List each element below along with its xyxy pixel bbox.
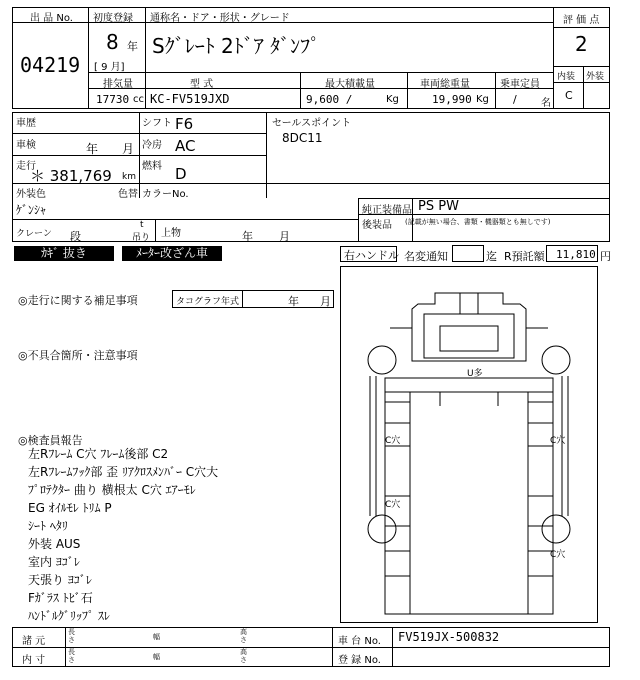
mileage-label: 走行: [16, 161, 36, 172]
max-load-label: 最大積載量: [325, 79, 375, 90]
aftermarket-label: 後装品: [362, 220, 392, 231]
report-line: EG ｵｲﾙﾓﾚ ﾄﾘﾑ P: [28, 501, 112, 515]
ac-label: 冷房: [142, 140, 162, 151]
gross-weight-unit: Kg: [476, 94, 489, 105]
report-line: 左Rﾌﾚｰﾑﾌｯｸ部 歪 ﾘｱｸﾛｽﾒﾝﾊﾞｰ C穴大: [28, 465, 219, 479]
grade-label: 評 価 点: [563, 15, 600, 26]
interior-label: 内装: [557, 72, 576, 82]
driving-note-label: ◎走行に関する補足事項: [18, 294, 138, 307]
inspection-label: 車検: [16, 140, 36, 151]
rear-right-wheel: [542, 515, 570, 543]
inspection-year: 年: [86, 142, 99, 156]
name-change-label: 名変通知: [404, 250, 448, 263]
report-line: 天張り ﾖｺﾞﾚ: [28, 573, 92, 587]
cab-window: [440, 326, 498, 351]
tachograph-month: 月: [320, 295, 331, 308]
tachograph-label: タコグラフ年式: [176, 297, 240, 307]
tax-label: 迄: [486, 250, 497, 263]
front-left-wheel: [368, 346, 396, 374]
max-load-value: 9,600 /: [306, 93, 353, 106]
meter-tampered-flag: ﾒｰﾀｰ改ざん車: [122, 246, 222, 261]
shift-label: シフト: [142, 118, 172, 129]
interior-dim-label: 内 寸: [22, 655, 46, 666]
aftermarket-note: (記載が無い場合、書類・機器類とも無しです): [405, 218, 551, 226]
rear-left-wheel: [368, 515, 396, 543]
width-label: 幅: [153, 633, 160, 641]
car-name-label: 通称名・ドア・形状・グレード: [150, 13, 290, 24]
capacity-label: 乗車定員: [500, 79, 540, 90]
report-list: [28, 445, 218, 625]
defect-label: ◎不具合箇所・注意事項: [18, 349, 138, 362]
report-line: 左Rﾌﾚｰﾑ C穴 ﾌﾚｰﾑ後部 C2: [28, 447, 169, 461]
interior-grade: C: [565, 89, 573, 102]
equipment-label: 純正装備品: [362, 205, 412, 216]
height-label-2: 高さ: [240, 648, 247, 664]
report-line: ﾌﾟﾛﾃｸﾀｰ 曲り 横根太 C穴 ｴｱｰﾓﾚ: [28, 483, 196, 497]
crane-stage: 段: [70, 230, 81, 243]
crane-ton: t: [140, 220, 144, 230]
diagram-label-u: U多: [467, 369, 483, 379]
reg-month: [ 9 月]: [94, 62, 125, 73]
loading-year: 年: [242, 230, 253, 243]
mileage-value: ＊ 381,769: [30, 167, 112, 185]
width-label-2: 幅: [153, 653, 160, 661]
loading-month: 月: [279, 230, 290, 243]
fuel-label: 燃料: [142, 161, 162, 172]
report-line: ﾊﾝﾄﾞﾙｸﾞﾘｯﾌﾟ ｽﾚ: [28, 609, 110, 623]
grade-value: 2: [575, 32, 588, 56]
name-change-box: [452, 245, 484, 262]
tachograph-year: 年: [288, 295, 299, 308]
recycle-value: 11,810: [556, 248, 596, 261]
gross-weight-value: 19,990: [432, 93, 472, 106]
exterior-label: 外装: [586, 72, 605, 82]
displacement-unit: cc: [133, 94, 144, 105]
diagram-label-right-bottom: C穴: [550, 550, 566, 560]
car-name: Sｸﾞﾚｰﾄ 2ﾄﾞｱ ﾀﾞﾝﾌﾟ: [152, 34, 321, 58]
sales-point-value: 8DC11: [282, 131, 323, 145]
max-load-unit: Kg: [386, 94, 399, 105]
report-line: 外装 AUS: [28, 537, 81, 551]
color-no-label: カラーNo.: [142, 189, 189, 200]
report-line: Fｶﾞﾗｽ ﾄﾋﾞ石: [28, 591, 93, 605]
length-label-2: 長さ: [68, 648, 75, 664]
front-right-wheel: [542, 346, 570, 374]
height-label: 高さ: [240, 628, 247, 644]
first-reg-label: 初度登録: [93, 13, 133, 24]
shift-value: F6: [175, 115, 194, 133]
mileage-unit: km: [122, 172, 136, 182]
history-label: 車歴: [16, 118, 36, 129]
gross-weight-label: 車両総重量: [420, 79, 470, 90]
length-label: 長さ: [68, 628, 75, 644]
chassis-value: FV519JX-500832: [398, 630, 500, 644]
displacement-value: 17730: [96, 93, 130, 106]
report-line: ｼｰﾄ ﾍﾀﾘ: [28, 519, 68, 533]
fuel-value: D: [175, 165, 187, 183]
capacity-unit: 名: [541, 98, 551, 109]
ext-color-label: 外装色: [16, 189, 46, 200]
lot-no-label: 出 品 No.: [30, 13, 73, 24]
model-value: KC-FV519JXD: [150, 92, 230, 106]
ac-value: AC: [175, 137, 196, 155]
diagram-label-right-top: C穴: [550, 436, 566, 446]
reg-year-unit: 年: [127, 40, 138, 53]
recycle-label: R預託額: [504, 250, 545, 263]
diagram-label-left-bottom: C穴: [385, 500, 401, 510]
displacement-label: 排気量: [103, 79, 133, 90]
reg-year: 8: [106, 30, 119, 54]
report-line: 室内 ﾖｺﾞﾚ: [28, 555, 80, 569]
key-missing-flag: ｶｷﾞ 抜き: [14, 246, 114, 261]
capacity-value: /: [513, 93, 517, 106]
sales-point-label: セールスポイント: [272, 118, 352, 129]
equipment-value: PS PW: [418, 199, 459, 214]
ext-color-value: ｹﾞﾝｼｬ: [16, 203, 47, 217]
right-handle-label: 右ハンドル: [344, 249, 399, 262]
diagram-label-left-top: C穴: [385, 436, 401, 446]
model-label: 型 式: [190, 79, 214, 90]
crane-label: クレーン: [16, 229, 52, 239]
lot-number: 04219: [20, 53, 81, 77]
inspection-month: 月: [122, 142, 135, 156]
inspector-label: ◎検査員報告: [18, 434, 83, 447]
recycle-unit: 円: [600, 250, 611, 263]
color-change-label: 色替: [118, 189, 138, 200]
chassis-label: 車 台 No.: [338, 636, 381, 647]
spec-label: 諸 元: [22, 636, 46, 647]
reg-no-label: 登 録 No.: [338, 655, 381, 666]
crane-hang: 吊り: [132, 233, 151, 243]
loading-label: 上物: [161, 228, 181, 239]
